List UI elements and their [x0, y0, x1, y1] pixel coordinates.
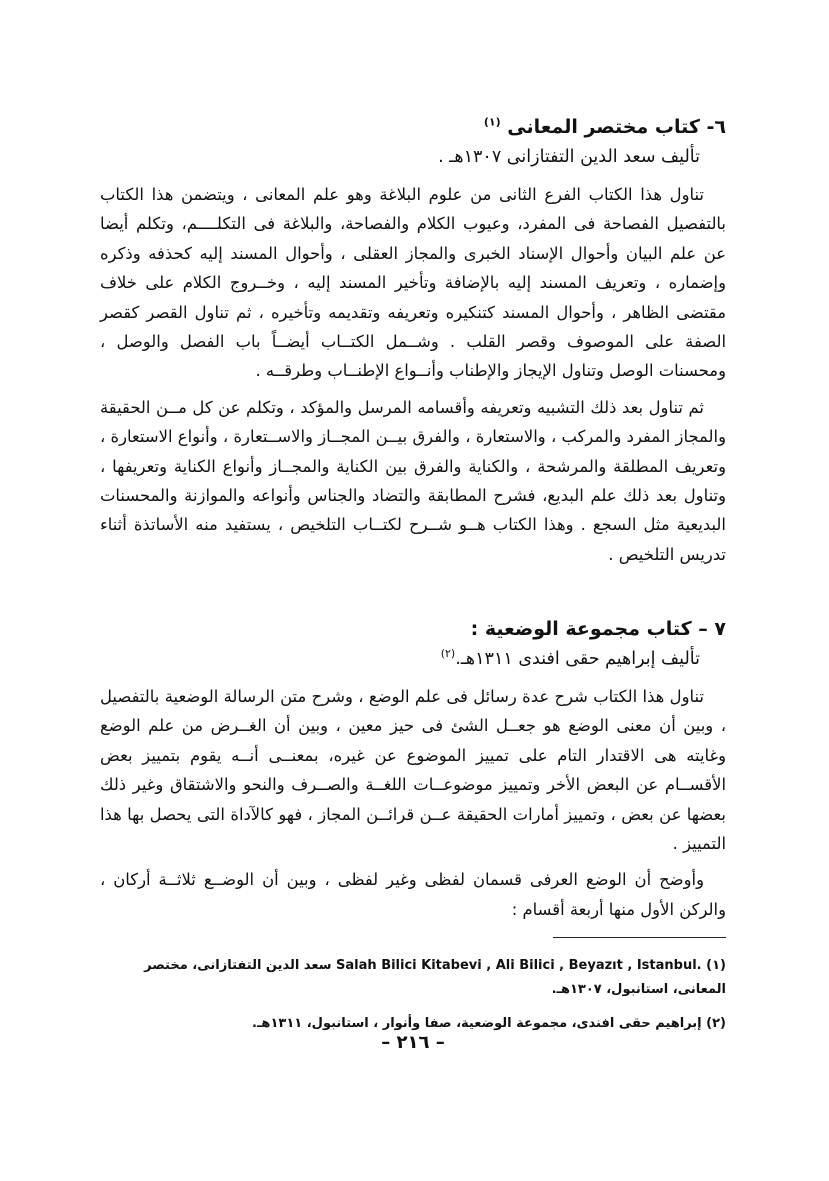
footnote-ref: (٢): [440, 647, 456, 661]
footnote-1: [100, 954, 726, 1002]
paragraph-text: تناول هذا الكتاب شرح عدة رسائل فى علم الوضع ، وشرح متن الرسالة الوضعية بالتفصيل ، وبين أن معنى الوضع هو جعــل الشئ فى حيز معين ، وبين أن الغــرض من علم الوضع وغايته هى الاقتدار التام على تمييز الموضوع عن غيره، بمعنــى أنــه يقوم بتمييز بعض الأقســام عن البعض الأخر وتمييز موضوعــات اللغــة والصــرف والنحو والاشتقاق وغير ذلك بعضها عن بعض ، وتمييز أمارات الحقيقة عــن قرائــن المجاز ، فهو كالآداة التى يحصل بها هذا التمييز .: [100, 687, 726, 854]
section-heading: ٧ – كتاب مجموعة الوضعية :: [470, 618, 726, 640]
paragraph-text: تناول هذا الكتاب الفرع الثانى من علوم البلاغة وهو علم المعانى ، ويتضمن هذا الكتاب بالتفصيل الفصاحة فى المفرد، وعيوب الكلام والفصاحة، والبلاغة فى التكلــــم، وتكلم أيضا عن علم البيان وأحوال الإسناد الخبرى والمجاز العقلى ، وأحوال المسند إليه كحذفه وذكره وإضماره ، وتعريف المسند إليه بالإضافة وتأخير المسند إليه ، وخــروج الكلام على خلاف مقتضى الظاهر ، وأحوال المسند كتنكيره وتعريفه وتقديمه وتأخيره ، ثم تناول القصر كقصر الصفة على الموصوف وقصر القلب . وشــمل الكتــاب أيضــاً باب الفصل والوصل ، ومحسنات الوصل وتناول الإيجاز والإطناب وأنــواع الإطنــاب وطرقــه .: [100, 185, 726, 381]
heading-text: ٦- كتاب مختصر المعانى: [507, 116, 726, 138]
paragraph: [100, 393, 726, 569]
footnote-ref: (١): [483, 115, 501, 129]
paragraph-text: وأوضح أن الوضع العرفى قسمان لفظى وغير لفظى ، وبين أن الوضــع ثلاثــة أركان ، والركن الأول منها أربعة أقسام :: [100, 870, 726, 919]
author-line: [100, 644, 700, 674]
author-line: تأليف سعد الدين التفتازانى ١٣٠٧هـ .: [438, 147, 700, 167]
paragraph: [100, 682, 726, 858]
footnote-number: (١): [706, 958, 726, 973]
section-6: [100, 112, 726, 576]
author-text: تأليف إبراهيم حقى افندى ١٣١١هـ.: [455, 649, 700, 669]
paragraph: [100, 865, 726, 924]
footnote-text: سعد الدين التفتازانى، مختصر المعانى، استانبول، ١٣٠٧هـ.: [144, 958, 726, 997]
section-heading: [100, 112, 726, 142]
paragraph: [100, 180, 726, 386]
footnote-publisher: Salah Bilici Kitabevi , Ali Bilici , Beyazıt , Istanbul.: [336, 958, 702, 973]
paragraph-text: ثم تناول بعد ذلك التشبيه وتعريفه وأقسامه المرسل والمؤكد ، وتكلم عن كل مــن الحقيقة والمجاز المفرد والمركب ، والاستعارة ، والفرق بيــن المجــاز والاســتعارة ، وأنواع الاستعارة ، وتعريف المطلقة والمرشحة ، والكناية والفرق بين الكناية والمجــاز وأنواع الكناية وتعريفها ، وتناول بعد ذلك علم البديع، فشرح المطابقة والتضاد والجناس وأنواعه والموازنة والمحسنات البديعية مثل السجع . وهذا الكتاب هــو شــرح لكتــاب التلخيص ، يستفيد منه الأساتذة أثناء تدريس التلخيص .: [100, 397, 726, 564]
footnote-divider: [553, 937, 726, 938]
page-number: – ٢١٦ –: [381, 1032, 445, 1053]
footnote-2: (٢) إبراهيم حقى افندى، مجموعة الوضعية، صفا وأنوار ، استانبول، ١٣١١هـ.: [252, 1016, 726, 1031]
section-7: [100, 614, 726, 931]
